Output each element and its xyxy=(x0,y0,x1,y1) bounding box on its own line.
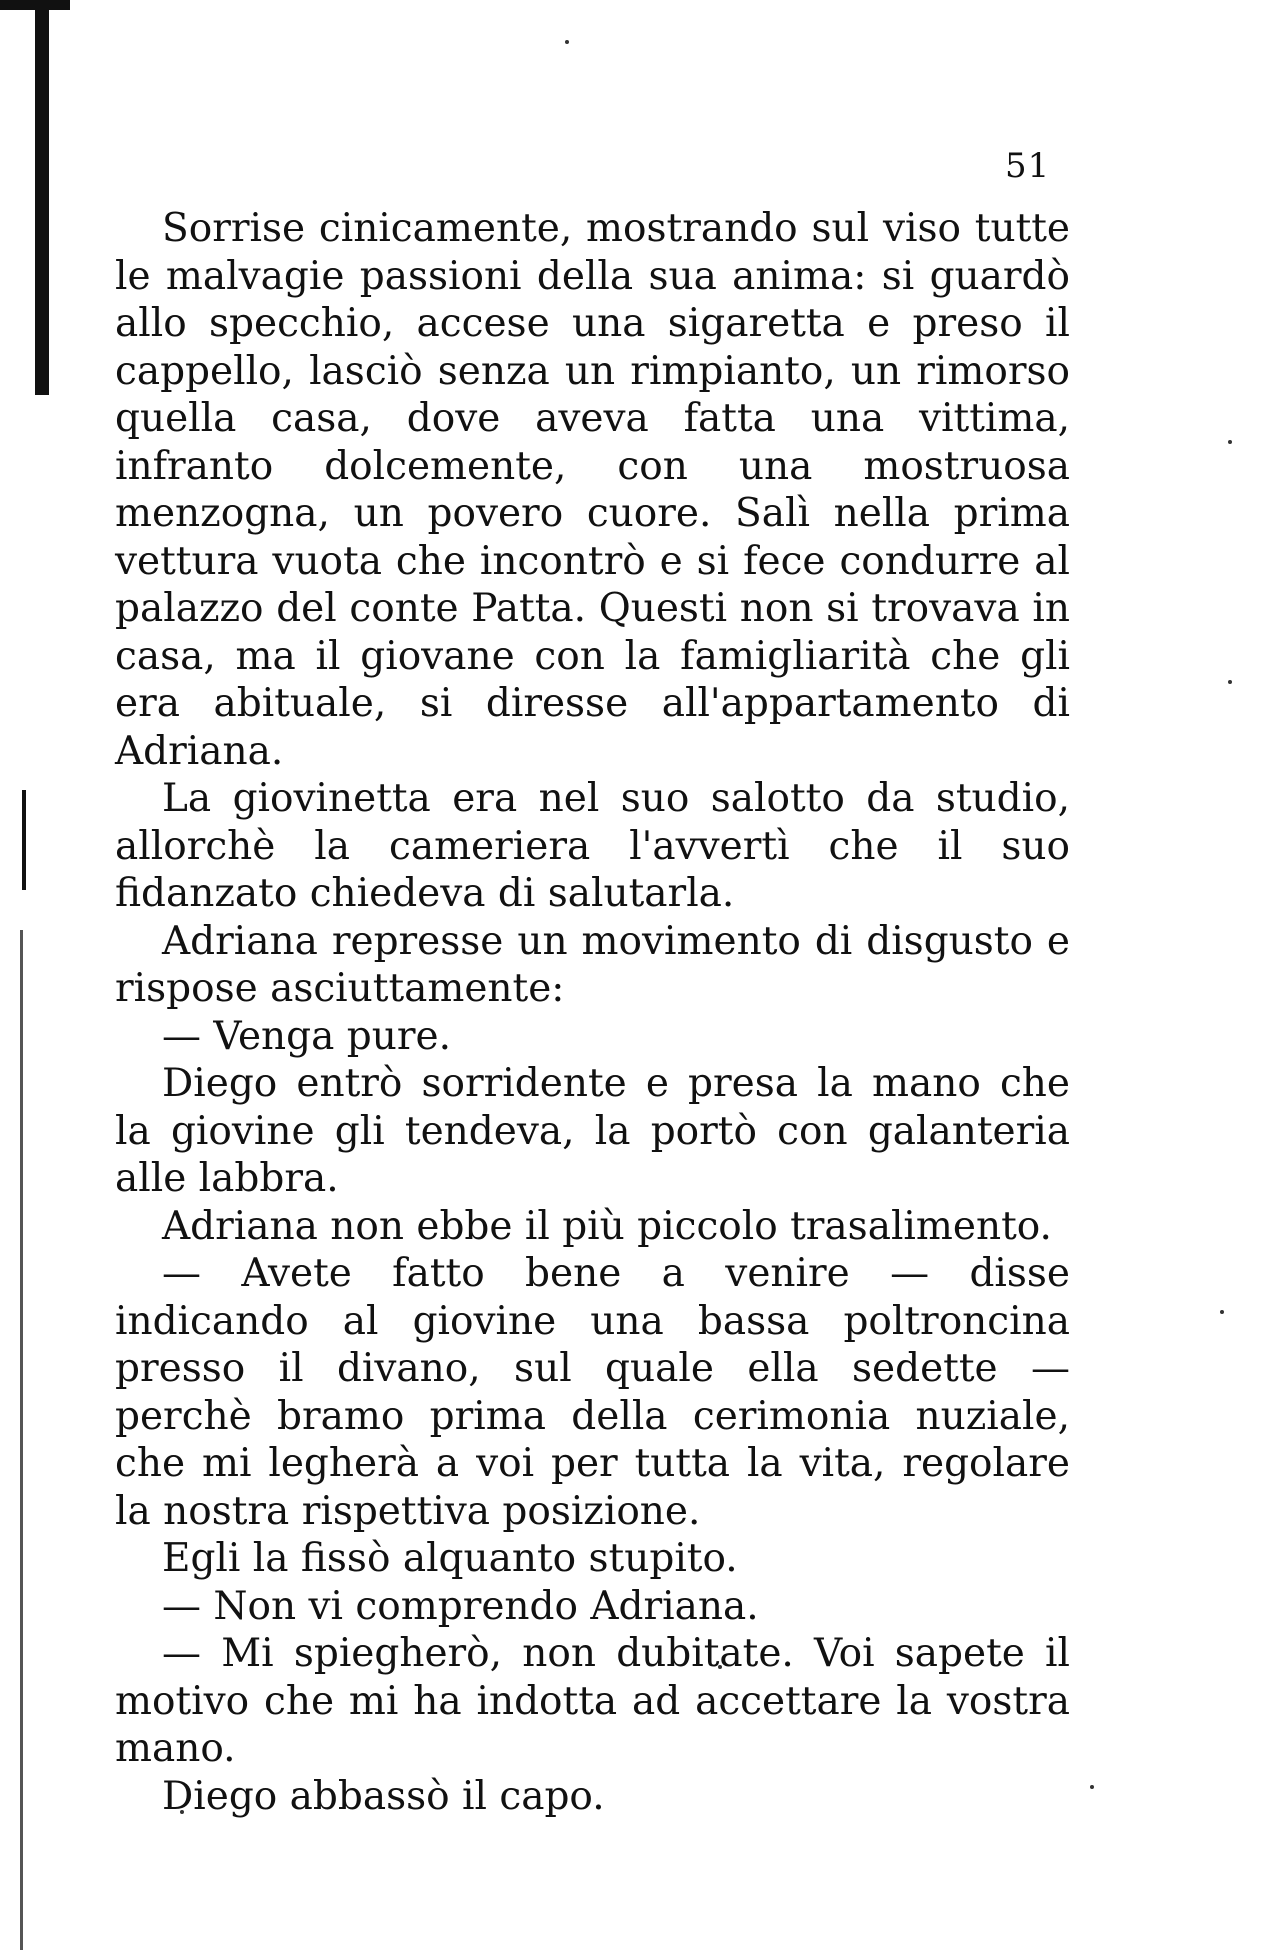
scan-speck xyxy=(1228,440,1232,444)
paragraph: Egli la fissò alquanto stupito. xyxy=(162,1536,738,1581)
paragraph: Diego entrò sorridente e presa la mano che la giovine gli tendeva, la portò con galanteria alle labbra. xyxy=(115,1061,1070,1201)
paragraph: Adriana non ebbe il più piccolo trasalimento. xyxy=(162,1203,1052,1249)
paragraph: Diego abbassò il capo. xyxy=(162,1773,605,1819)
paragraph: — Mi spiegherò, non dubitate. Voi sapete il motivo che mi ha indotta ad accettare la vostra mano. xyxy=(115,1631,1070,1771)
scan-speck xyxy=(565,40,569,44)
scan-edge-bar xyxy=(22,790,26,890)
paragraph: — Avete fatto bene a venire — disse indicando al giovine una bassa poltroncina presso il divano, sul quale ella sedette — perchè bramo prima della cerimonia nuziale, che mi legherà a voi per tutta la vita, regolare la nostra rispettiva posizione. xyxy=(115,1251,1070,1534)
body-text xyxy=(115,205,1070,1820)
paragraph: Sorrise cinicamente, mostrando sul viso tutte le malvagie passioni della sua anima: si guardò allo specchio, accese una sigaretta e preso il cappello, lasciò senza un rimpianto, un rimorso quella casa, dove aveva fatta una vittima, infranto dolcemente, con una mostruosa menzogna, un povero cuore. Salì nella prima vettura vuota che incontrò e si fece condurre al palazzo del conte Patta. Questi non si trovava in casa, ma il giovane con la famigliarità che gli era abituale, si diresse all'appartamento di Adriana. xyxy=(115,206,1070,774)
scan-speck xyxy=(1220,1310,1224,1314)
scan-edge-bar xyxy=(20,930,23,1950)
paragraph: — Venga pure. xyxy=(162,1013,451,1059)
page-number: 51 xyxy=(1005,146,1051,186)
paragraph: La giovinetta era nel suo salotto da studio, allorchè la cameriera l'avvertì che il suo fidanzato chiedeva di salutarla. xyxy=(115,776,1070,916)
scan-speck xyxy=(1090,1785,1094,1789)
paragraph: — Non vi comprendo Adriana. xyxy=(162,1583,759,1629)
scan-speck xyxy=(1228,680,1232,684)
scan-edge-bar xyxy=(35,0,49,395)
paragraph: Adriana represse un movimento di disgusto e rispose asciuttamente: xyxy=(115,918,1070,1011)
